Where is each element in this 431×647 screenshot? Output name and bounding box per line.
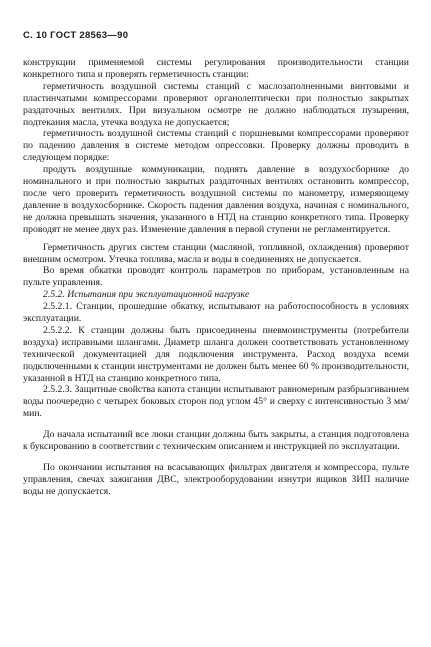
- paragraph: 2.5.2.1. Станции, прошедшие обкатку, испытывают на работоспособность в условиях эксплуатации.: [23, 301, 409, 325]
- paragraph: герметичность воздушной системы станций с поршневыми компрессорами проверяют по падению давления в системе методом опрессовки. Проверку должны проводить в следующем порядке:: [23, 128, 409, 164]
- page-header: [23, 30, 409, 41]
- paragraph: До начала испытаний все люки станции должны быть закрыты, а станция подготовлена к буксированию в соответствии с техническим описанием и инструкцией по эксплуатации.: [23, 429, 409, 453]
- paragraph: Во время обкатки проводят контроль параметров по приборам, установленным на пульте управления.: [23, 265, 409, 289]
- paragraph: 2.5.2.2. К станции должны быть присоединены пневмоинструменты (потребители воздуха) исправными шлангами. Диаметр шланга должен соответствовать установленному технической документацией для подключения инструмента. Расход воздуха всеми подключенными к станции инструментами не должен быть менее 60 % производительности, указанной в НТД на станцию конкретного типа.: [23, 324, 409, 384]
- paragraph: По окончании испытания на всасывающих фильтрах двигателя и компрессора, пульте управления, свечах зажигания ДВС, электрооборудовании изнутри ящиков ЗИП наличие воды не допускается.: [23, 462, 409, 497]
- paragraph: конструкции применяемой системы регулирования производительности станции конкретного типа и проверять герметичность станции:: [23, 57, 409, 80]
- page-number: С. 10: [23, 30, 48, 41]
- paragraph: Герметичность других систем станции (масляной, топливной, охлаждения) проверяют внешним осмотром. Утечка топлива, масла и воды в соединениях не допускается.: [23, 241, 409, 265]
- paragraph: продуть воздушные коммуникации, поднять давление в воздухосборнике до номинального и при полностью закрытых раздаточных вентилях остановить компрессор, после чего проверить герметичность воздушной системы по манометру, измеряющему давление в воздухосборнике. Скорость падения давления воздуха, начиная с номинального, не должна превышать значения, указанного в НТД на станцию конкретного типа. Проверку проводят не менее двух раз. Изменение давления в первой ступени не регламентируется.: [23, 164, 409, 235]
- standard-number: ГОСТ 28563—90: [50, 30, 129, 41]
- document-body: [23, 57, 409, 498]
- section-heading: 2.5.2. Испытания при эксплуатационной нагрузке: [43, 289, 250, 301]
- paragraph: герметичность воздушной системы станций с маслозаполненными винтовыми и пластинчатыми компрессорами проверяют органолептически при полностью закрытых раздаточных вентилях. При визуальном осмотре не должно наблюдаться пузырения, подтекания масла, утечка воздуха не допускается;: [23, 80, 409, 128]
- paragraph: 2.5.2.3. Защитные свойства капота станции испытывают равномерным разбрызгиванием воды поочередно с четырех боковых сторон под углом 45° и сверху с интенсивностью 3 мм/мин.: [23, 384, 409, 420]
